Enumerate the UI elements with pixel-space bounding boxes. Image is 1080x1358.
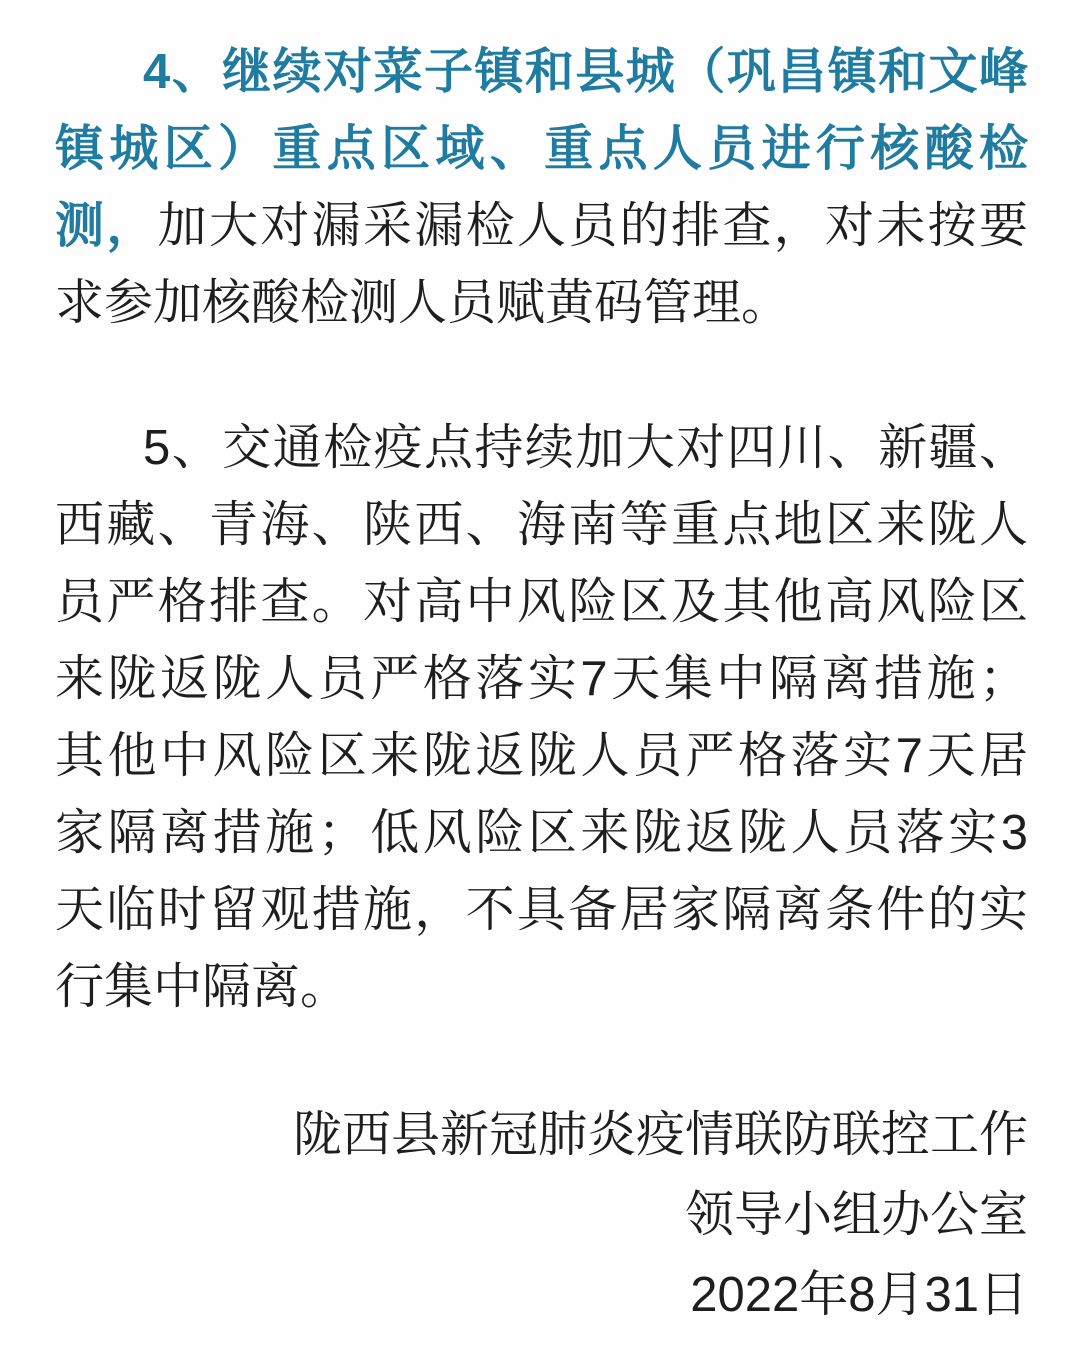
signature-org-line-2: 领导小组办公室 [684,1188,1028,1242]
item5-line-5: 其他中风险区来陇返陇人员严格落实7天居 [55,729,1028,783]
body-text: 加大对漏采漏检人员的排查，对未按要 [157,199,1028,253]
item5-line-8: 行集中隔离。 [55,960,350,1014]
item4-line-3 [55,188,1028,265]
paragraph-item-4 [55,34,1028,342]
item5-line-6: 家隔离措施；低风险区来陇返陇人员落实3 [55,806,1028,860]
item5-line-2: 西藏、青海、陕西、海南等重点地区来陇人 [55,498,1028,552]
item4-line-2 [55,111,1028,188]
body-text: 求参加核酸检测人员赋黄码管理。 [55,276,791,330]
highlighted-text: 4、继续对菜子镇和县城（巩昌镇和文峰 [143,45,1028,99]
highlighted-text: 镇城区）重点区域、重点人员进行核酸检 [55,122,1028,176]
item4-line-1 [55,34,1028,111]
signature-date: 2022年8月31日 [690,1268,1028,1322]
item5-line-4: 来陇返陇人员严格落实7天集中隔离措施； [55,652,1028,706]
item5-line-3: 员严格排查。对高中风险区及其他高风险区 [55,575,1028,629]
highlighted-text: 测， [55,199,158,253]
item5-line-7: 天临时留观措施，不具备居家隔离条件的实 [55,883,1028,937]
paragraph-item-5 [55,410,1028,1026]
item4-line-4 [55,265,1028,342]
signature-org-line-1: 陇西县新冠肺炎疫情联防联控工作 [292,1108,1028,1162]
signature-block [55,1095,1028,1335]
item5-line-1: 5、交通检疫点持续加大对四川、新疆、 [143,421,1028,475]
